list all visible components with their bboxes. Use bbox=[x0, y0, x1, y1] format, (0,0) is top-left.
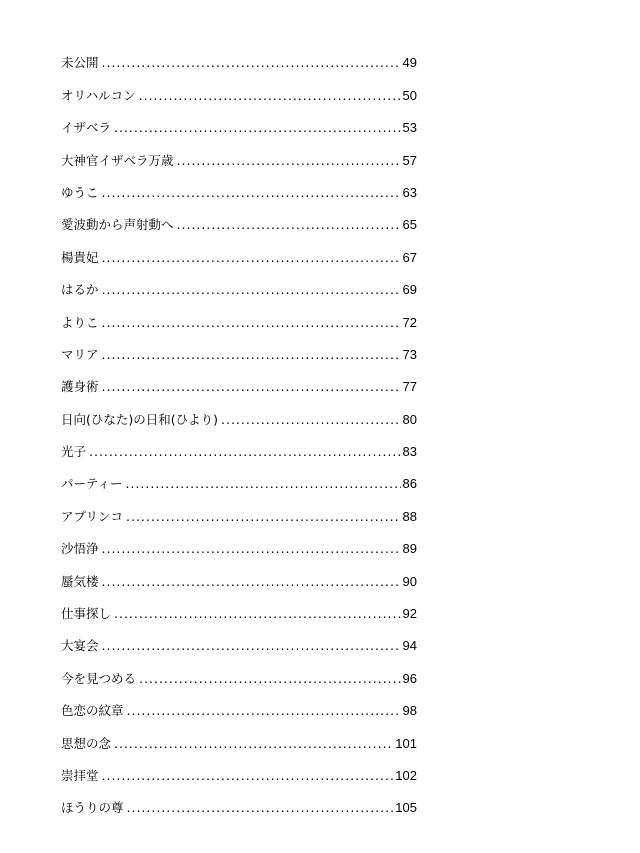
toc-entry-page: 101 bbox=[395, 735, 417, 751]
toc-entry-title: マリア bbox=[61, 346, 99, 362]
toc-entry-page: 65 bbox=[402, 217, 417, 233]
toc-entry-title: 大宴会 bbox=[61, 638, 99, 654]
toc-entry-title: イザベラ bbox=[61, 120, 112, 136]
toc-entry-page: 94 bbox=[402, 638, 417, 654]
toc-entry-page: 102 bbox=[395, 767, 417, 783]
toc-entry[interactable] bbox=[61, 334, 417, 366]
toc-entry-page: 57 bbox=[402, 152, 417, 168]
toc-dot-leader bbox=[102, 247, 401, 269]
toc-dot-leader bbox=[127, 797, 394, 819]
toc-entry-title: 護身術 bbox=[61, 379, 99, 395]
toc-entry[interactable] bbox=[61, 107, 417, 139]
toc-entry-title: ほうりの尊 bbox=[61, 800, 124, 816]
toc-entry-title: はるか bbox=[61, 282, 99, 298]
toc-dot-leader bbox=[102, 765, 394, 787]
toc-entry[interactable] bbox=[61, 690, 417, 722]
toc-entry[interactable] bbox=[61, 722, 417, 754]
toc-entry-page: 98 bbox=[402, 703, 417, 719]
toc-dot-leader bbox=[102, 344, 401, 366]
toc-dot-leader bbox=[126, 506, 401, 528]
toc-entry[interactable] bbox=[61, 398, 417, 430]
toc-entry[interactable] bbox=[61, 625, 417, 657]
toc-dot-leader bbox=[102, 635, 401, 657]
toc-dot-leader bbox=[102, 52, 401, 74]
toc-entry-title: 崇拝堂 bbox=[61, 767, 99, 783]
toc-entry-page: 63 bbox=[402, 184, 417, 200]
toc-entry[interactable] bbox=[61, 593, 417, 625]
toc-entry-title: 光子 bbox=[61, 444, 87, 460]
toc-entry[interactable] bbox=[61, 431, 417, 463]
toc-entry[interactable] bbox=[61, 495, 417, 527]
toc-entry[interactable] bbox=[61, 787, 417, 819]
toc-entry-title: オリハルコン bbox=[61, 87, 136, 103]
toc-entry-title: パーティー bbox=[61, 476, 123, 492]
toc-dot-leader bbox=[127, 700, 401, 722]
toc-entry-title: 沙悟浄 bbox=[61, 541, 99, 557]
toc-dot-leader bbox=[102, 538, 401, 560]
toc-entry[interactable] bbox=[61, 755, 417, 787]
toc-dot-leader bbox=[177, 150, 401, 172]
toc-entry[interactable] bbox=[61, 528, 417, 560]
toc-entry[interactable] bbox=[61, 560, 417, 592]
toc-entry-page: 88 bbox=[402, 508, 417, 524]
toc-entry-title: 楊貴妃 bbox=[61, 249, 99, 265]
toc-dot-leader bbox=[177, 214, 401, 236]
toc-entry-title: 愛波動から声射動へ bbox=[61, 217, 174, 233]
toc-entry-page: 80 bbox=[402, 411, 417, 427]
toc-entry-title: よりこ bbox=[61, 314, 99, 330]
toc-entry-page: 50 bbox=[402, 87, 417, 103]
toc-dot-leader bbox=[102, 279, 401, 301]
toc-dot-leader bbox=[126, 473, 401, 495]
toc-dot-leader bbox=[139, 85, 401, 107]
toc-entry-title: アプリンコ bbox=[61, 508, 124, 524]
toc-dot-leader bbox=[102, 182, 401, 204]
toc-entry-title: 大神官イザベラ万歳 bbox=[61, 152, 174, 168]
toc-entry-title: 今を見つめる bbox=[61, 670, 137, 686]
toc-dot-leader bbox=[139, 668, 401, 690]
toc-entry-page: 77 bbox=[402, 379, 417, 395]
toc-entry-title: 仕事探し bbox=[61, 606, 112, 622]
toc-entry[interactable] bbox=[61, 74, 417, 106]
toc-entry-title: 未公開 bbox=[61, 55, 99, 71]
toc-dot-leader bbox=[89, 441, 401, 463]
toc-dot-leader bbox=[102, 571, 401, 593]
table-of-contents bbox=[61, 42, 417, 819]
toc-entry[interactable] bbox=[61, 204, 417, 236]
toc-entry-page: 53 bbox=[402, 120, 417, 136]
toc-entry-page: 92 bbox=[402, 606, 417, 622]
toc-entry[interactable] bbox=[61, 172, 417, 204]
toc-entry-title: 蜃気楼 bbox=[61, 573, 99, 589]
toc-entry-page: 69 bbox=[402, 282, 417, 298]
toc-entry[interactable] bbox=[61, 269, 417, 301]
toc-entry-title: 日向(ひなた)の日和(ひより) bbox=[61, 411, 219, 427]
toc-entry-page: 86 bbox=[402, 476, 417, 492]
toc-dot-leader bbox=[102, 312, 401, 334]
toc-entry-page: 89 bbox=[402, 541, 417, 557]
toc-entry-page: 73 bbox=[402, 346, 417, 362]
toc-entry-title: ゆうこ bbox=[61, 184, 99, 200]
toc-entry-title: 色恋の紋章 bbox=[61, 703, 124, 719]
toc-entry-page: 72 bbox=[402, 314, 417, 330]
toc-dot-leader bbox=[102, 376, 401, 398]
toc-entry-title: 思想の念 bbox=[61, 735, 112, 751]
toc-entry[interactable] bbox=[61, 42, 417, 74]
toc-entry[interactable] bbox=[61, 301, 417, 333]
toc-entry[interactable] bbox=[61, 657, 417, 689]
toc-entry-page: 67 bbox=[402, 249, 417, 265]
toc-entry[interactable] bbox=[61, 366, 417, 398]
toc-entry-page: 96 bbox=[402, 670, 417, 686]
toc-entry-page: 90 bbox=[402, 573, 417, 589]
toc-entry-page: 105 bbox=[395, 800, 417, 816]
toc-entry[interactable] bbox=[61, 139, 417, 171]
toc-entry[interactable] bbox=[61, 236, 417, 268]
toc-entry-page: 49 bbox=[402, 55, 417, 71]
toc-dot-leader bbox=[114, 603, 401, 625]
toc-dot-leader bbox=[221, 409, 401, 431]
toc-entry-page: 83 bbox=[402, 444, 417, 460]
toc-entry[interactable] bbox=[61, 463, 417, 495]
toc-dot-leader bbox=[114, 117, 401, 139]
toc-dot-leader bbox=[114, 733, 393, 755]
